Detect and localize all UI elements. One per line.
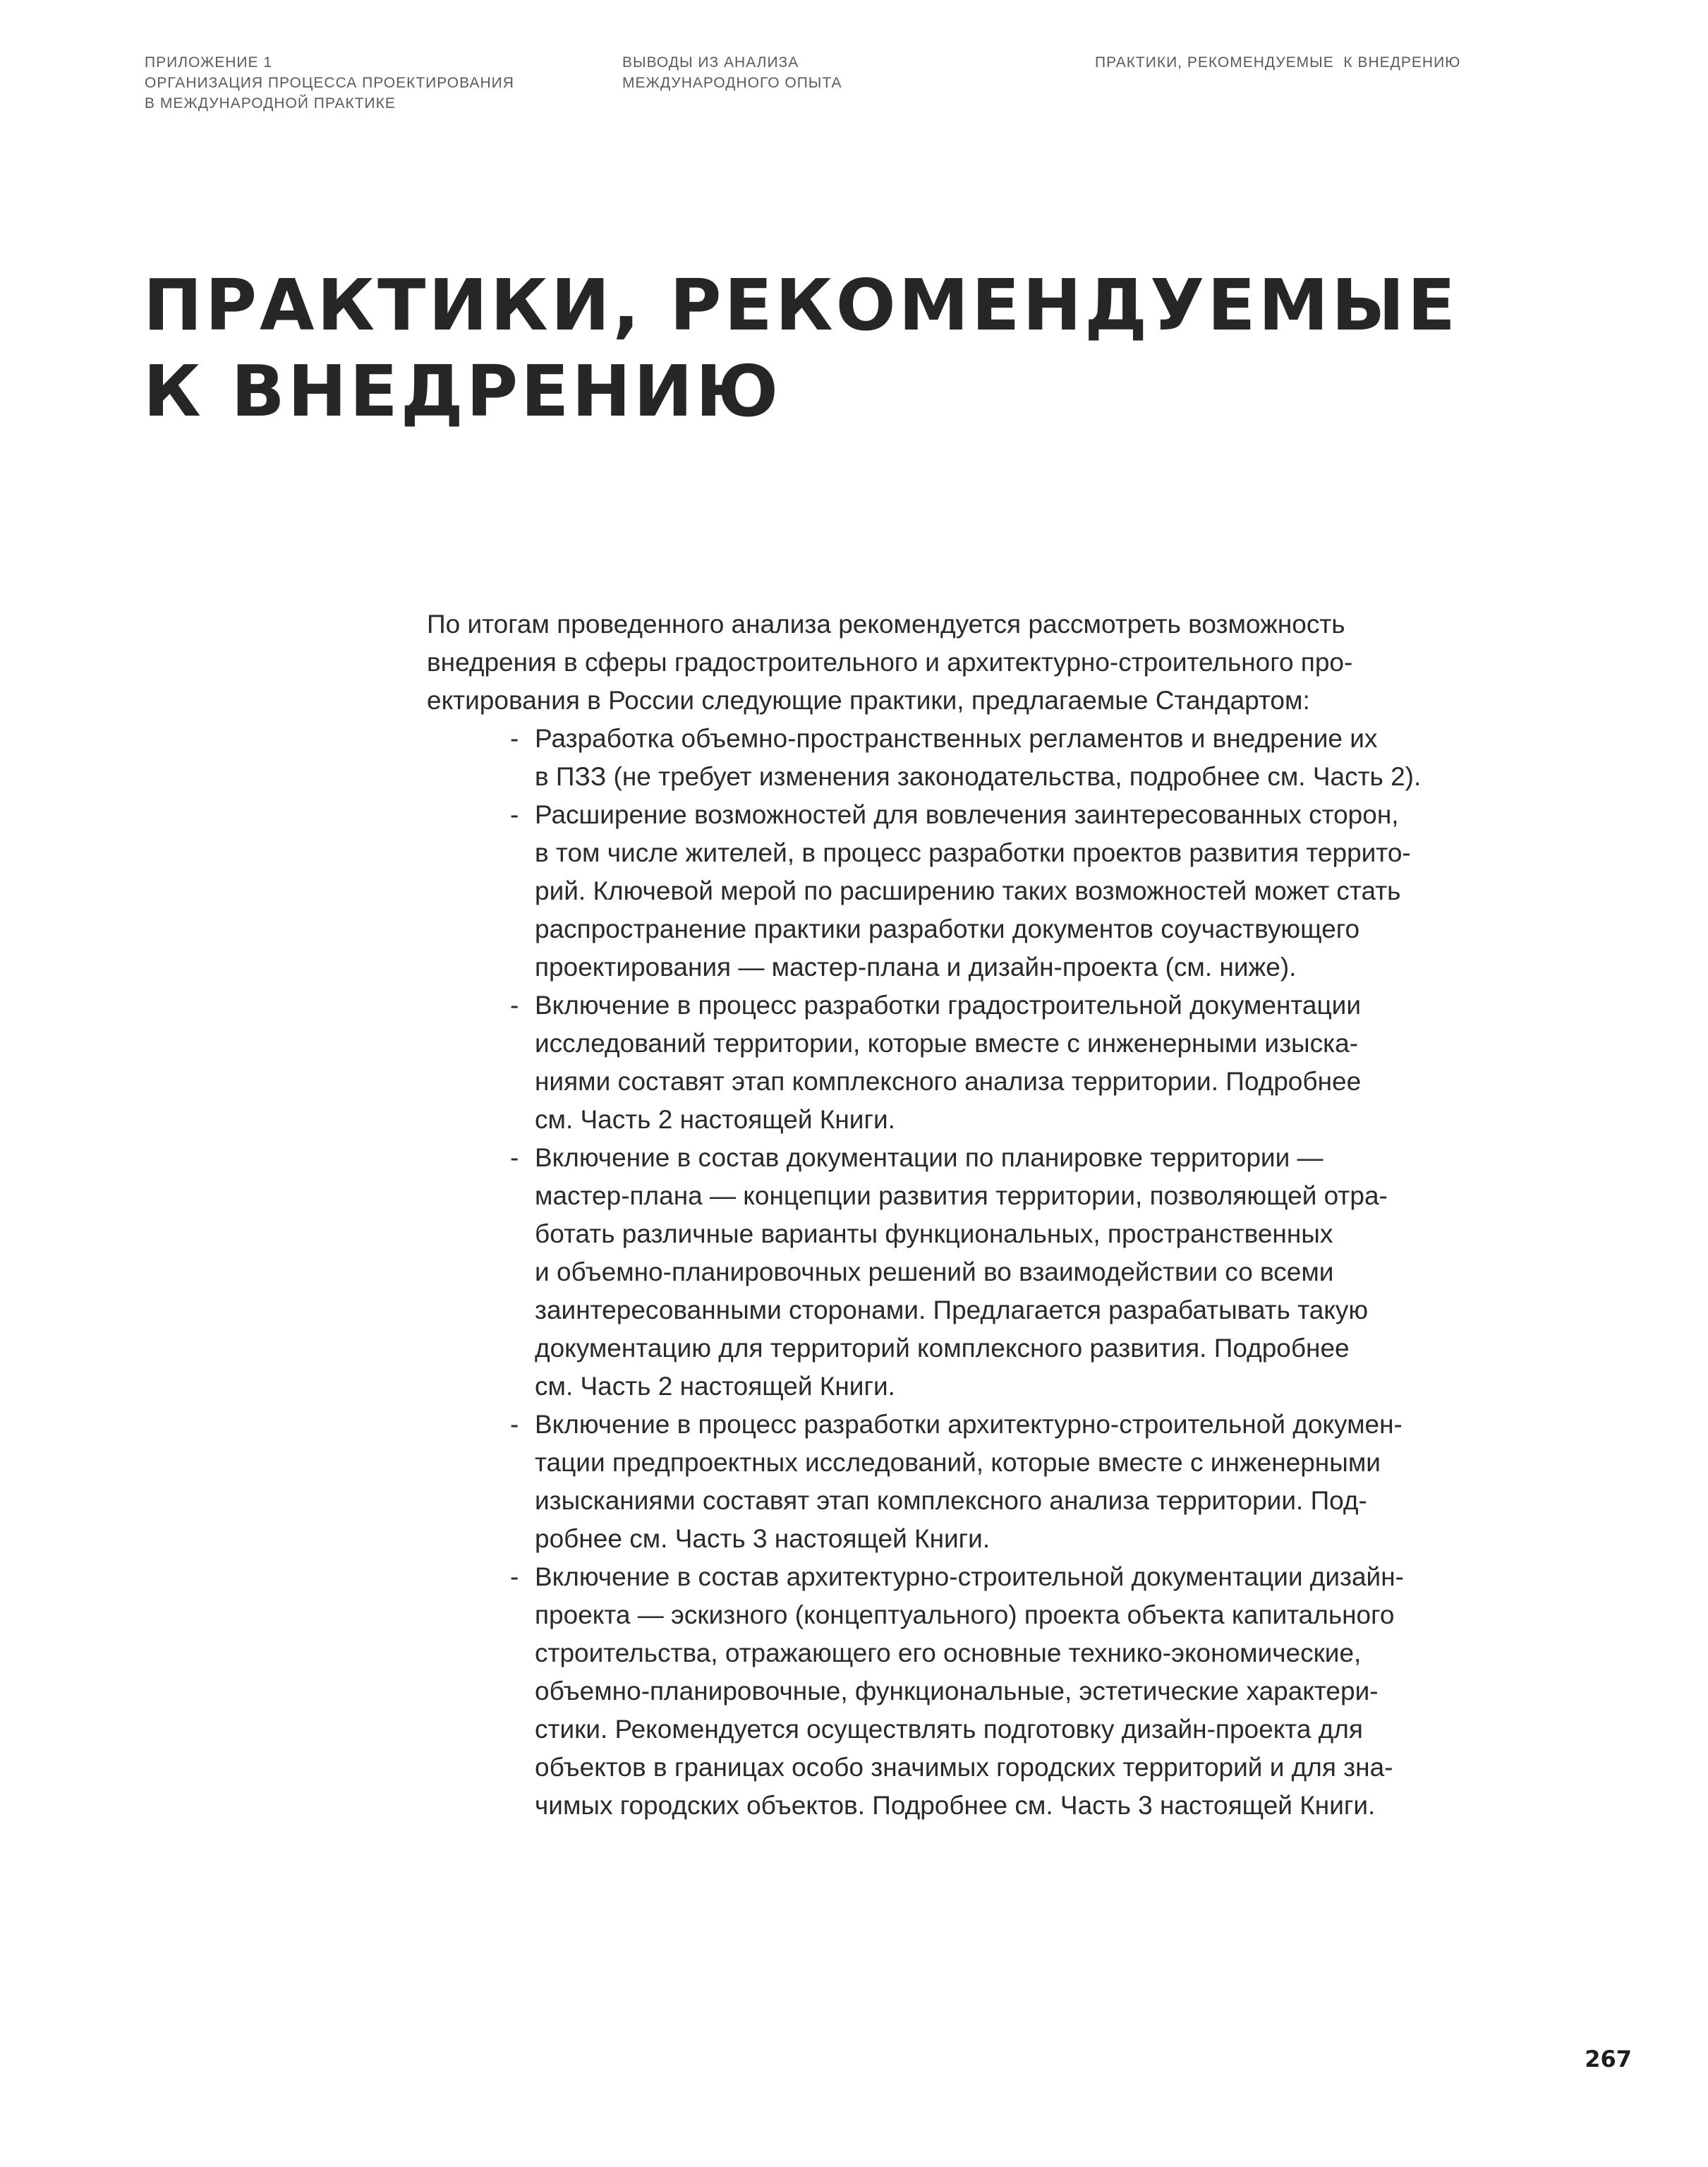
text-line: Расширение возможностей для вовлечения заинтересованных сторон, bbox=[535, 800, 1399, 829]
body-text bbox=[427, 605, 1542, 1825]
running-header-section bbox=[145, 52, 514, 114]
text-line: ниями составят этап комплексного анализа территории. Подробнее bbox=[535, 1067, 1362, 1096]
text-line: строительства, отражающего его основные технико-экономические, bbox=[535, 1638, 1362, 1667]
recommendations-list bbox=[427, 720, 1542, 1825]
text-line: Включение в процесс разработки градостроительной документации bbox=[535, 991, 1362, 1020]
text-line: в ПЗЗ (не требует изменения законодательства, подробнее см. Часть 2). bbox=[535, 762, 1422, 791]
text-line: Включение в состав документации по планировке территории — bbox=[535, 1143, 1324, 1172]
text-line: чимых городских объектов. Подробнее см. Часть 3 настоящей Книги. bbox=[535, 1791, 1376, 1820]
header-line: ВЫВОДЫ ИЗ АНАЛИЗА bbox=[622, 54, 799, 71]
list-item bbox=[427, 796, 1542, 986]
text-line: Включение в процесс разработки архитектурно-строительной докумен- bbox=[535, 1410, 1403, 1439]
running-header-topic bbox=[1095, 52, 1460, 73]
text-line: проектирования — мастер-плана и дизайн-проекта (см. ниже). bbox=[535, 953, 1297, 982]
list-item bbox=[427, 1139, 1542, 1406]
text-line: заинтересованными сторонами. Предлагается разрабатывать такую bbox=[535, 1296, 1369, 1324]
list-item bbox=[427, 1406, 1542, 1558]
text-line: проекта — эскизного (концептуального) проекта объекта капитального bbox=[535, 1600, 1395, 1629]
text-line: стики. Рекомендуется осуществлять подготовку дизайн-проекта для bbox=[535, 1715, 1363, 1744]
running-header-chapter bbox=[622, 52, 842, 93]
text-line: исследований территории, которые вместе с инженерными изыска- bbox=[535, 1029, 1359, 1058]
list-item bbox=[427, 720, 1542, 796]
text-line: изысканиями составят этап комплексного анализа территории. Под- bbox=[535, 1486, 1367, 1515]
text-line: объемно-планировочные, функциональные, эстетические характери- bbox=[535, 1677, 1379, 1706]
header-line: ПРАКТИКИ, РЕКОМЕНДУЕМЫЕ К ВНЕДРЕНИЮ bbox=[1095, 54, 1461, 71]
text-line: распространение практики разработки документов соучаствующего bbox=[535, 915, 1360, 943]
header-line: ОРГАНИЗАЦИЯ ПРОЦЕССА ПРОЕКТИРОВАНИЯ bbox=[145, 75, 514, 91]
text-line: см. Часть 2 настоящей Книги. bbox=[535, 1372, 895, 1401]
title-line: ПРАКТИКИ, РЕКОМЕНДУЕМЫЕ bbox=[143, 264, 1459, 346]
text-line: документацию для территорий комплексного развития. Подробнее bbox=[535, 1334, 1350, 1363]
text-line: ботать различные варианты функциональных, пространственных bbox=[535, 1219, 1333, 1248]
bullet-dash: - bbox=[510, 991, 519, 1020]
text-line: и объемно-планировочных решений во взаимодействии со всеми bbox=[535, 1257, 1334, 1286]
list-item bbox=[427, 1558, 1542, 1825]
text-line: тации предпроектных исследований, которые вместе с инженерными bbox=[535, 1448, 1381, 1477]
bullet-dash: - bbox=[510, 1410, 519, 1439]
bullet-dash: - bbox=[510, 1143, 519, 1172]
list-item bbox=[427, 986, 1542, 1139]
intro-paragraph bbox=[427, 605, 1542, 720]
bullet-dash: - bbox=[510, 724, 519, 753]
text-line: Разработка объемно-пространственных регламентов и внедрение их bbox=[535, 724, 1378, 753]
text-line: Включение в состав архитектурно-строительной документации дизайн- bbox=[535, 1562, 1404, 1591]
text-line: внедрения в сферы градостроительного и архитектурно-строительного про- bbox=[427, 648, 1353, 677]
text-line: объектов в границах особо значимых городских территорий и для зна- bbox=[535, 1753, 1393, 1782]
text-line: робнее см. Часть 3 настоящей Книги. bbox=[535, 1524, 991, 1553]
text-line: ектирования в России следующие практики, предлагаемые Стандартом: bbox=[427, 686, 1310, 715]
header-line: МЕЖДУНАРОДНОГО ОПЫТА bbox=[622, 75, 842, 91]
header-line: ПРИЛОЖЕНИЕ 1 bbox=[145, 54, 273, 71]
header-line: В МЕЖДУНАРОДНОЙ ПРАКТИКЕ bbox=[145, 95, 396, 111]
page-title bbox=[143, 262, 1458, 435]
title-line: К ВНЕДРЕНИЮ bbox=[143, 350, 782, 433]
text-line: мастер-плана — концепции развития территории, позволяющей отра- bbox=[535, 1181, 1388, 1210]
text-line: По итогам проведенного анализа рекомендуется рассмотреть возможность bbox=[427, 610, 1345, 639]
bullet-dash: - bbox=[510, 1562, 519, 1591]
text-line: в том числе жителей, в процесс разработки проектов развития террито- bbox=[535, 838, 1411, 867]
page-number: 267 bbox=[1585, 2046, 1632, 2072]
bullet-dash: - bbox=[510, 800, 519, 829]
text-line: см. Часть 2 настоящей Книги. bbox=[535, 1105, 895, 1134]
text-line: рий. Ключевой мерой по расширению таких возможностей может стать bbox=[535, 876, 1401, 905]
